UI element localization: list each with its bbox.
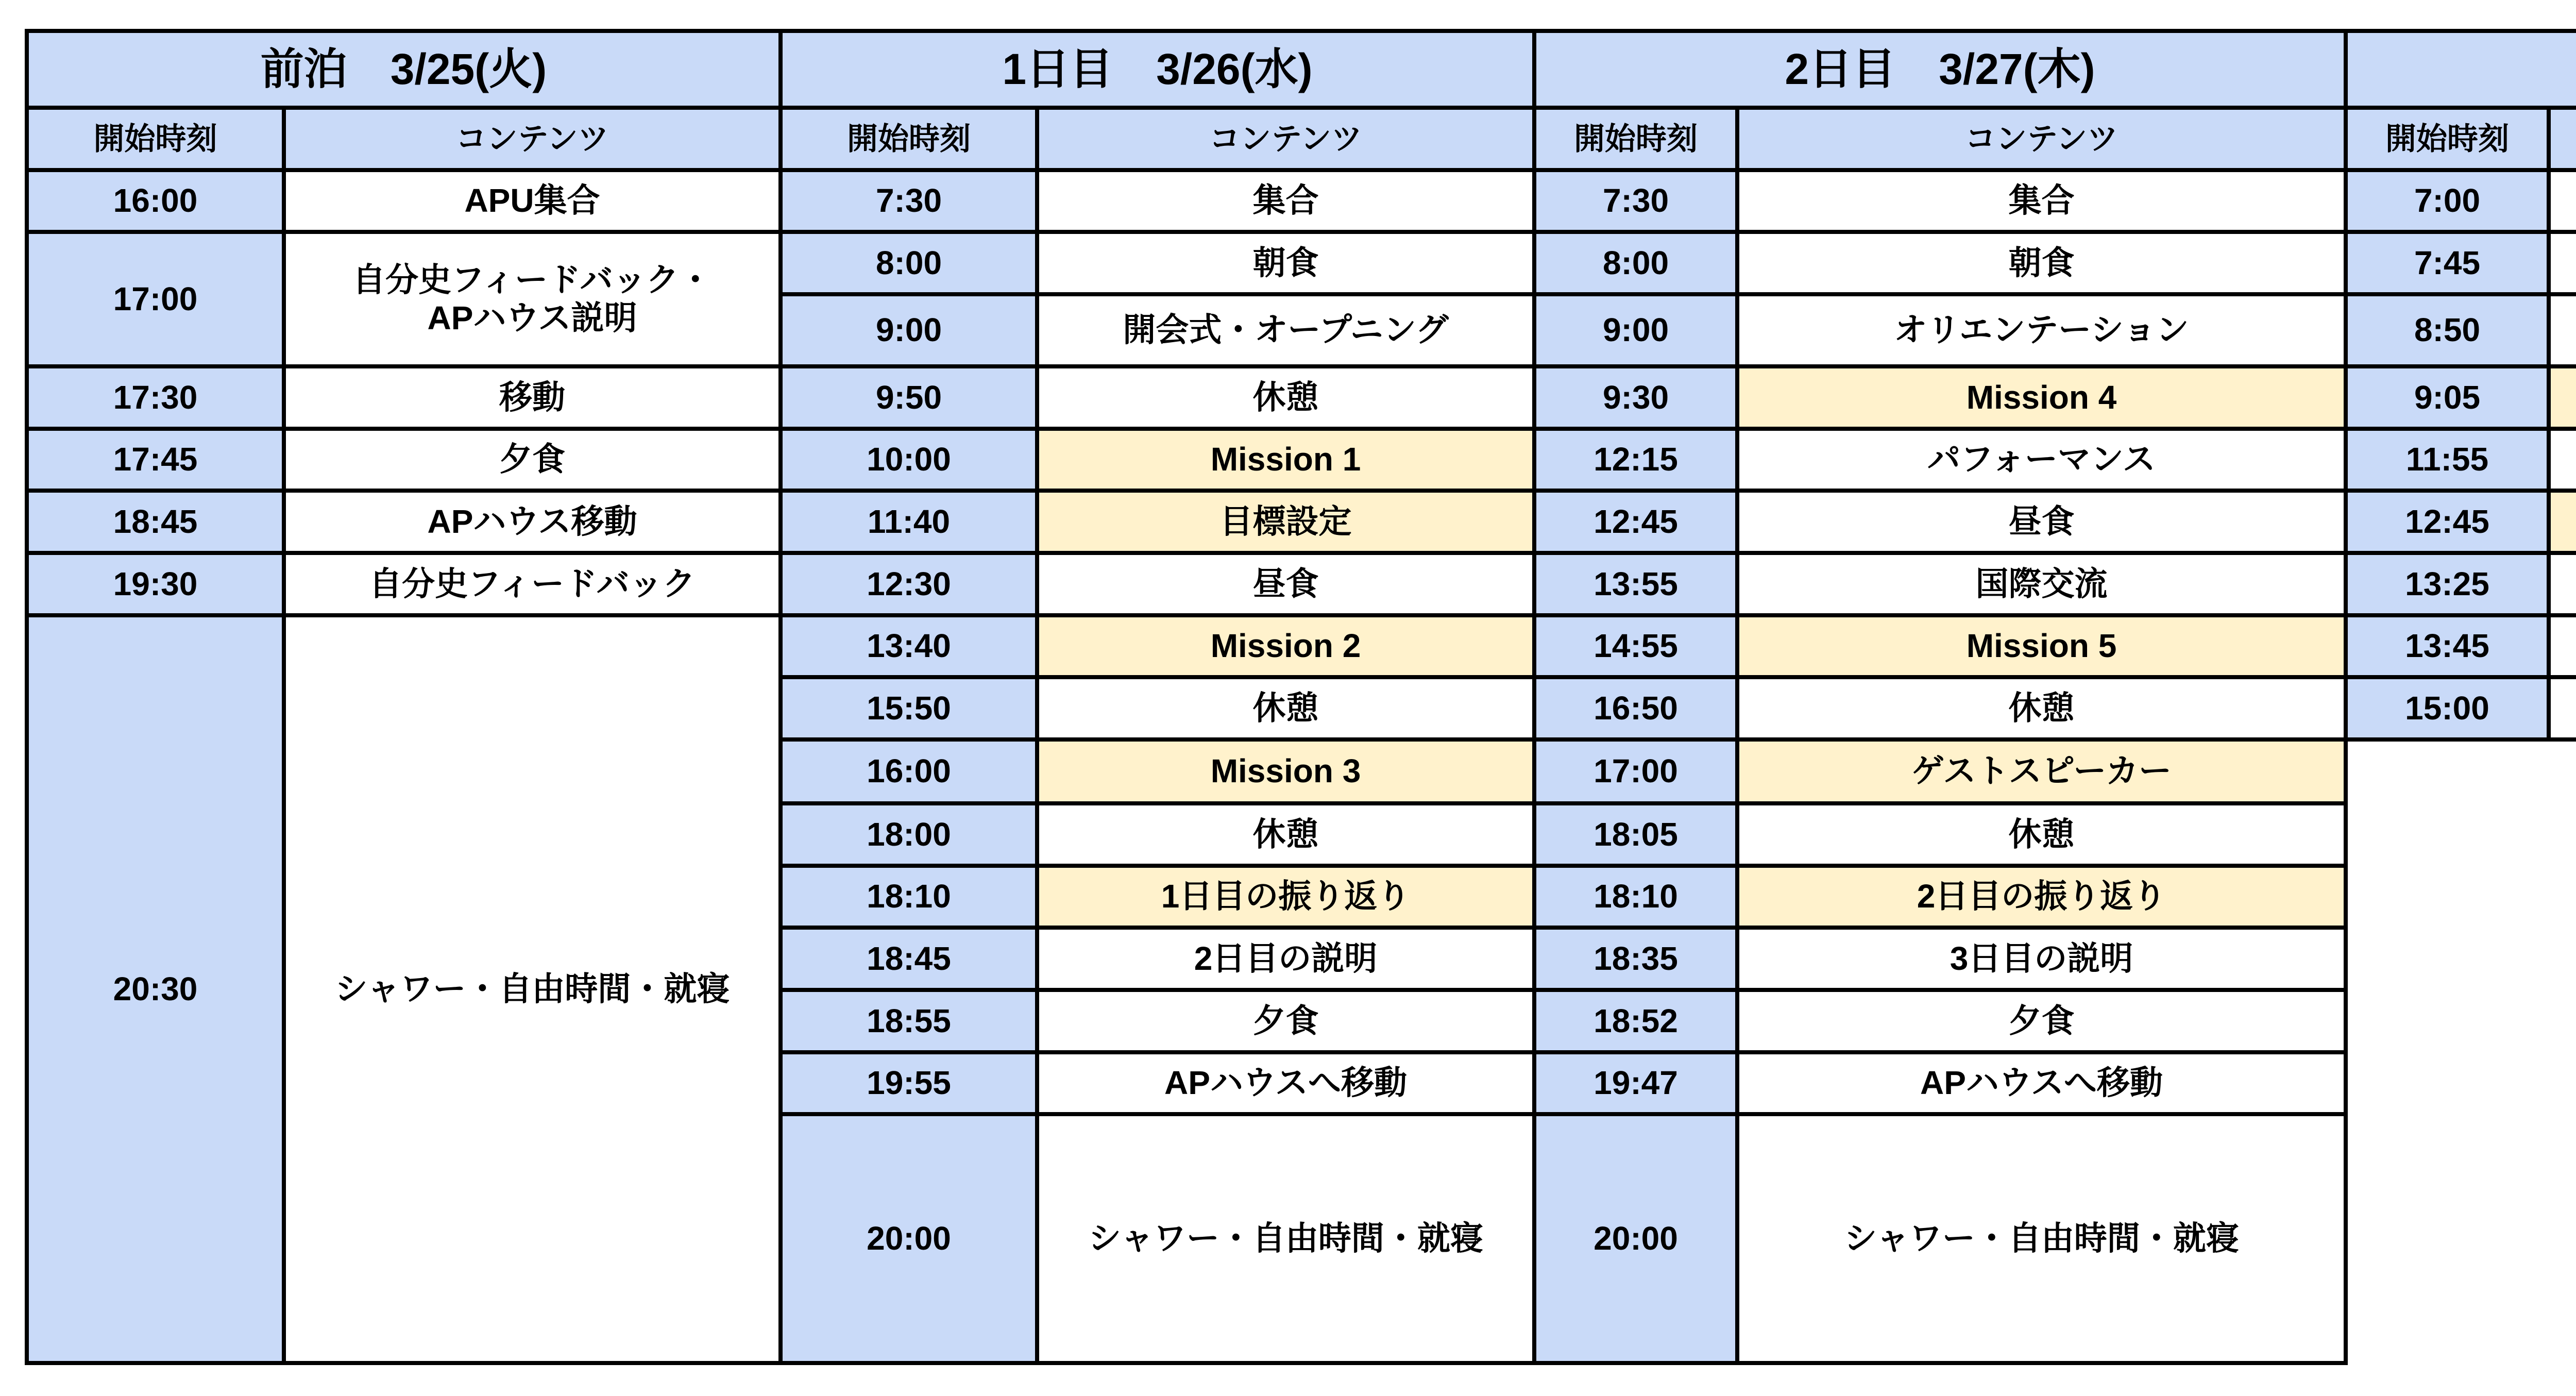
start-time-cell: 19:30: [25, 551, 286, 617]
start-time-cell: 13:40: [778, 613, 1039, 679]
contents-cell: 休憩: [1035, 801, 1536, 868]
contents-cell: 目標設定: [1035, 489, 1536, 555]
start-time-cell: 12:15: [1532, 427, 1739, 493]
contents-cell: 休憩: [1735, 675, 2348, 742]
day-schedule-day-1: [778, 29, 1536, 1365]
start-time-cell: 11:40: [778, 489, 1039, 555]
start-time-cell: 20:30: [25, 613, 286, 1365]
contents-cell: [2547, 675, 2576, 742]
start-time-cell: 19:47: [1532, 1050, 1739, 1116]
start-time-cell: 9:50: [778, 364, 1039, 431]
contents-cell: 国際交流: [1735, 551, 2348, 617]
contents-cell: [2547, 168, 2576, 234]
start-time-cell: 8:00: [778, 230, 1039, 296]
start-time-cell: 16:00: [778, 737, 1039, 805]
contents-cell: 休憩: [1035, 364, 1536, 431]
contents-cell: 集合: [1035, 168, 1536, 234]
contents-cell: APハウスへ移動: [1035, 1050, 1536, 1116]
start-time-cell: 8:50: [2344, 292, 2551, 368]
day-title: [2344, 29, 2576, 110]
start-time-cell: 18:55: [778, 988, 1039, 1054]
day-title: 前泊 3/25(火): [25, 29, 783, 110]
start-time-cell: 7:45: [2344, 230, 2551, 296]
start-time-cell: 13:55: [1532, 551, 1739, 617]
start-time-cell: 20:00: [1532, 1112, 1739, 1365]
contents-cell: [2547, 551, 2576, 617]
start-time-cell: 20:00: [778, 1112, 1039, 1365]
contents-cell: シャワー・自由時間・就寝: [282, 613, 783, 1365]
contents-cell: 集合: [1735, 168, 2348, 234]
contents-cell: APハウス移動: [282, 489, 783, 555]
start-time-cell: 18:10: [778, 864, 1039, 930]
day-title: 1日目 3/26(水): [778, 29, 1536, 110]
start-time-cell: 8:00: [1532, 230, 1739, 296]
contents-cell: APハウスへ移動: [1735, 1050, 2348, 1116]
start-time-cell: 18:45: [25, 489, 286, 555]
start-time-cell: 14:55: [1532, 613, 1739, 679]
contents-cell: 昼食: [1035, 551, 1536, 617]
start-time-cell: 15:50: [778, 675, 1039, 742]
contents-cell: ゲストスピーカー: [1735, 737, 2348, 805]
contents-cell: Mission 1: [1035, 427, 1536, 493]
day-schedule-day-2: [1532, 29, 2348, 1365]
contents-cell: Mission 5: [1735, 613, 2348, 679]
contents-cell: 自分史フィードバック: [282, 551, 783, 617]
contents-cell: 1日目の振り返り: [1035, 864, 1536, 930]
start-time-cell: 12:30: [778, 551, 1039, 617]
start-time-cell: 18:52: [1532, 988, 1739, 1054]
start-time-cell: 7:00: [2344, 168, 2551, 234]
start-time-cell: 18:05: [1532, 801, 1739, 868]
start-time-header: 開始時刻: [778, 106, 1039, 172]
start-time-header: 開始時刻: [1532, 106, 1739, 172]
start-time-cell: 16:50: [1532, 675, 1739, 742]
contents-cell: 3日目の説明: [1735, 926, 2348, 992]
start-time-cell: 9:00: [778, 292, 1039, 368]
start-time-cell: 19:55: [778, 1050, 1039, 1116]
start-time-header: 開始時刻: [25, 106, 286, 172]
contents-cell: 昼食: [1735, 489, 2348, 555]
contents-cell: [2547, 613, 2576, 679]
start-time-cell: 12:45: [1532, 489, 1739, 555]
contents-cell: Mission 4: [1735, 364, 2348, 431]
contents-header: コンテンツ: [282, 106, 783, 172]
contents-cell: 休憩: [1735, 801, 2348, 868]
contents-cell: 休憩: [1035, 675, 1536, 742]
contents-cell: 夕食: [1035, 988, 1536, 1054]
contents-cell: 2日目の振り返り: [1735, 864, 2348, 930]
contents-header: [2547, 106, 2576, 172]
contents-cell: 自分史フィードバック・ APハウス説明: [282, 230, 783, 368]
contents-cell: [2547, 230, 2576, 296]
start-time-cell: 9:30: [1532, 364, 1739, 431]
start-time-cell: 17:30: [25, 364, 286, 431]
start-time-cell: 18:45: [778, 926, 1039, 992]
contents-cell: [2547, 292, 2576, 368]
start-time-cell: 18:35: [1532, 926, 1739, 992]
contents-cell: [2547, 427, 2576, 493]
contents-cell: Mission 3: [1035, 737, 1536, 805]
contents-cell: 朝食: [1035, 230, 1536, 296]
start-time-header: 開始時刻: [2344, 106, 2551, 172]
start-time-cell: 16:00: [25, 168, 286, 234]
contents-cell: APU集合: [282, 168, 783, 234]
contents-cell: オリエンテーション: [1735, 292, 2348, 368]
start-time-cell: 17:45: [25, 427, 286, 493]
start-time-cell: 11:55: [2344, 427, 2551, 493]
day-title: 2日目 3/27(木): [1532, 29, 2348, 110]
start-time-cell: 17:00: [1532, 737, 1739, 805]
day-schedule-day-3: [2344, 29, 2576, 742]
contents-cell: [2547, 364, 2576, 431]
contents-cell: 2日目の説明: [1035, 926, 1536, 992]
contents-cell: 開会式・オープニング: [1035, 292, 1536, 368]
day-schedule-pre-stay: [25, 29, 783, 1365]
contents-cell: シャワー・自由時間・就寝: [1735, 1112, 2348, 1365]
contents-cell: シャワー・自由時間・就寝: [1035, 1112, 1536, 1365]
contents-cell: 夕食: [282, 427, 783, 493]
start-time-cell: 10:00: [778, 427, 1039, 493]
start-time-cell: 9:05: [2344, 364, 2551, 431]
contents-cell: 移動: [282, 364, 783, 431]
contents-header: コンテンツ: [1735, 106, 2348, 172]
start-time-cell: 18:00: [778, 801, 1039, 868]
contents-cell: 朝食: [1735, 230, 2348, 296]
start-time-cell: 18:10: [1532, 864, 1739, 930]
start-time-cell: 13:45: [2344, 613, 2551, 679]
start-time-cell: 13:25: [2344, 551, 2551, 617]
start-time-cell: 7:30: [1532, 168, 1739, 234]
start-time-cell: 17:00: [25, 230, 286, 368]
start-time-cell: 7:30: [778, 168, 1039, 234]
contents-cell: Mission 2: [1035, 613, 1536, 679]
contents-cell: パフォーマンス: [1735, 427, 2348, 493]
contents-cell: 夕食: [1735, 988, 2348, 1054]
contents-header: コンテンツ: [1035, 106, 1536, 172]
contents-cell: [2547, 489, 2576, 555]
start-time-cell: 15:00: [2344, 675, 2551, 742]
start-time-cell: 9:00: [1532, 292, 1739, 368]
start-time-cell: 12:45: [2344, 489, 2551, 555]
